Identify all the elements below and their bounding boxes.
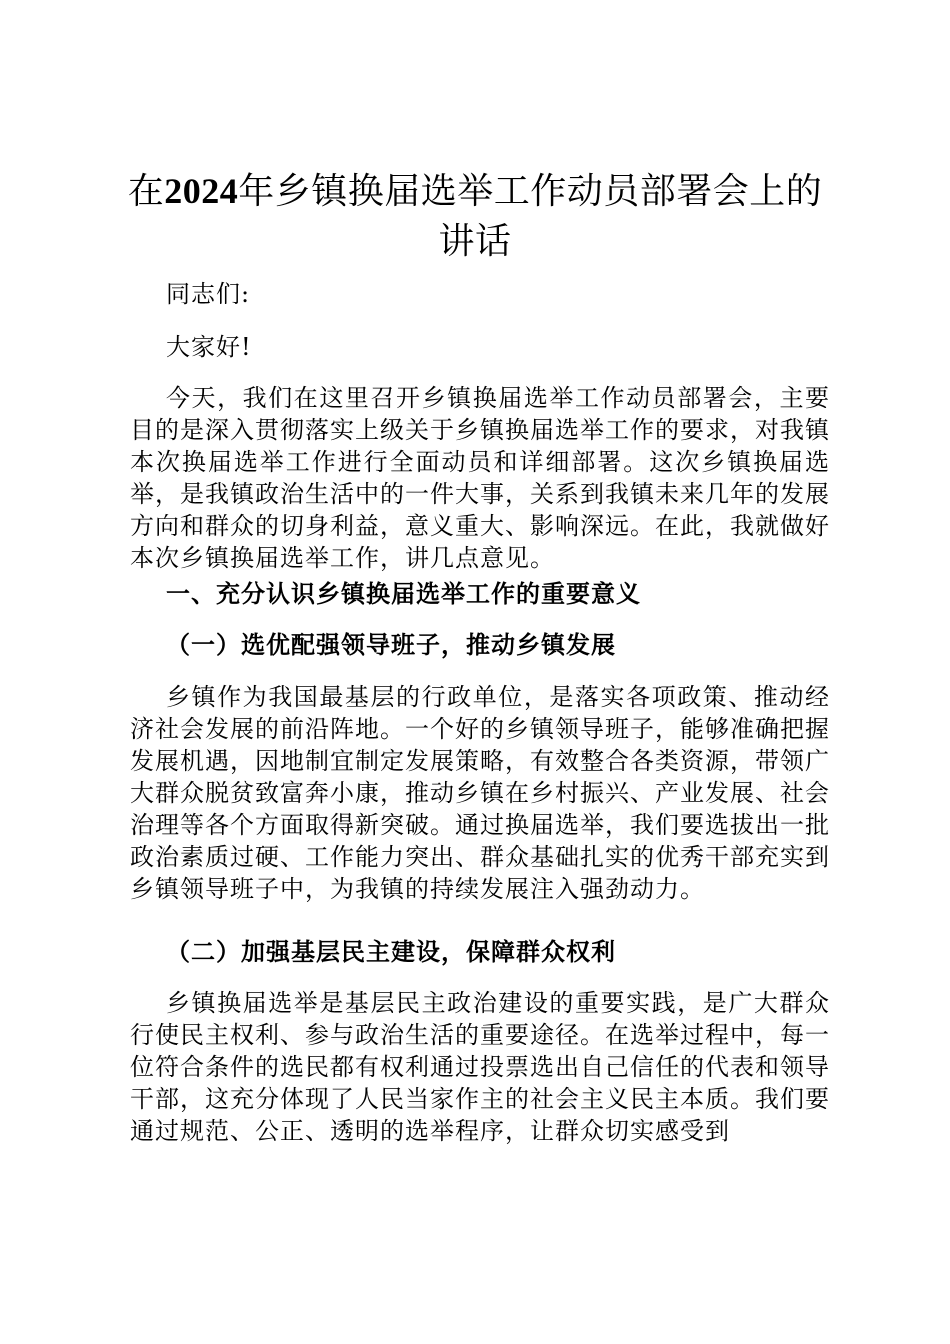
salutation: 同志们: [166,280,251,308]
title-line2: 讲话 [438,221,512,262]
intro-paragraph: 今天，我们在这里召开乡镇换届选举工作动员部署会，主要目的是深入贯彻落实上级关于乡镇换届选举工作的要求，对我镇本次换届选举工作进行全面动员和详细部署。这次乡镇换届选举，是我镇政治生活中的一件大事，关系到我镇未来几年的发展方向和群众的切身利益，意义重大、影响深远。在此，我就做好本次乡镇换届选举工作，讲几点意见。 [130,384,830,572]
title-year: 2024 [164,171,239,211]
subsection-1-paragraph: 乡镇作为我国最基层的行政单位，是落实各项政策、推动经济社会发展的前沿阵地。一个好的乡镇领导班子，能够准确把握发展机遇，因地制宜制定发展策略，有效整合各类资源，带领广大群众脱贫致富奔小康，推动乡镇在乡村振兴、产业发展、社会治理等各个方面取得新突破。通过换届选举，我们要选拔出一批政治素质过硬、工作能力突出、群众基础扎实的优秀干部充实到乡镇领导班子中，为我镇的持续发展注入强劲动力。 [130,683,830,903]
subsection-2-paragraph: 乡镇换届选举是基层民主政治建设的重要实践，是广大群众行使民主权利、参与政治生活的重要途径。在选举过程中，每一位符合条件的选民都有权利通过投票选出自己信任的代表和领导干部，这充分体现了人民当家作主的社会主义民主本质。我们要通过规范、公正、透明的选举程序，让群众切实感受到 [130,989,830,1145]
greeting: 大家好! [166,333,252,361]
title-rest: 年乡镇换届选举工作动员部署会上的 [238,171,823,212]
title-prefix: 在 [127,171,165,212]
subsection-heading-2: （二）加强基层民主建设，保障群众权利 [166,937,616,966]
document-title [120,166,830,267]
subsection-heading-1: （一）选优配强领导班子，推动乡镇发展 [166,630,616,659]
section-heading-1: 一、充分认识乡镇换届选举工作的重要意义 [166,579,641,608]
